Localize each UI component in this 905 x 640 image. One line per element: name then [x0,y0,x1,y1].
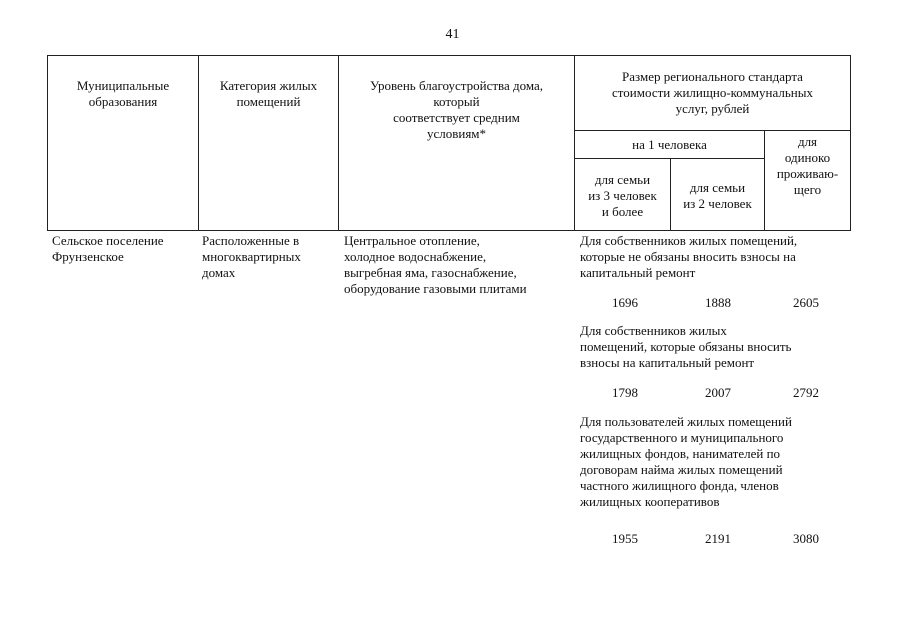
value-single: 3080 [793,531,819,546]
header-housing-category: Категория жилых помещений [219,78,318,109]
row-divider [574,158,764,159]
value-family-2: 1888 [705,295,731,310]
header-municipality: Муниципальные образования [76,78,170,109]
value-family-3: 1798 [612,385,638,400]
value-family-3: 1696 [612,295,638,310]
value-single: 2605 [793,295,819,310]
value-family-2: 2191 [705,531,731,546]
header-regional-standard: Размер регионального стандарта стоимости жилищно-коммунальных услуг, рублей [612,69,813,116]
header-amenity-level: Уровень благоустройства дома, который соответствует средним условиям* [369,78,544,141]
cell-municipality: Сельское поселение Фрунзенское [52,233,164,264]
page-number: 41 [445,27,460,42]
header-per-person: на 1 человека [632,137,707,152]
group-label-owners-no-contribution: Для собственников жилых помещений, которые не обязаны вносить взносы на капитальный ремонт [580,233,798,280]
value-family-3: 1955 [612,531,638,546]
header-family-2: для семьи из 2 человек [683,180,752,211]
row-divider [574,130,850,131]
header-single: для одиноко проживаю- щего [776,134,839,197]
value-family-2: 2007 [705,385,731,400]
group-label-owners-contribution: Для собственников жилых помещений, которые обязаны вносить взносы на капитальный ремонт [580,323,792,370]
cell-housing-category: Расположенные в многоквартирных домах [202,233,301,280]
header-family-3: для семьи из 3 человек и более [588,172,657,219]
table-header [47,55,851,231]
cell-amenities: Центральное отопление, холодное водоснабжение, выгребная яма, газоснабжение, оборудование газовыми плитами [344,233,527,296]
value-single: 2792 [793,385,819,400]
group-label-users-tenants: Для пользователей жилых помещений государственного и муниципального жилищных фондов, нанимателей по договорам найма жилых помещений частного жилищного фонда, членов жилищных кооперативов [580,414,792,509]
